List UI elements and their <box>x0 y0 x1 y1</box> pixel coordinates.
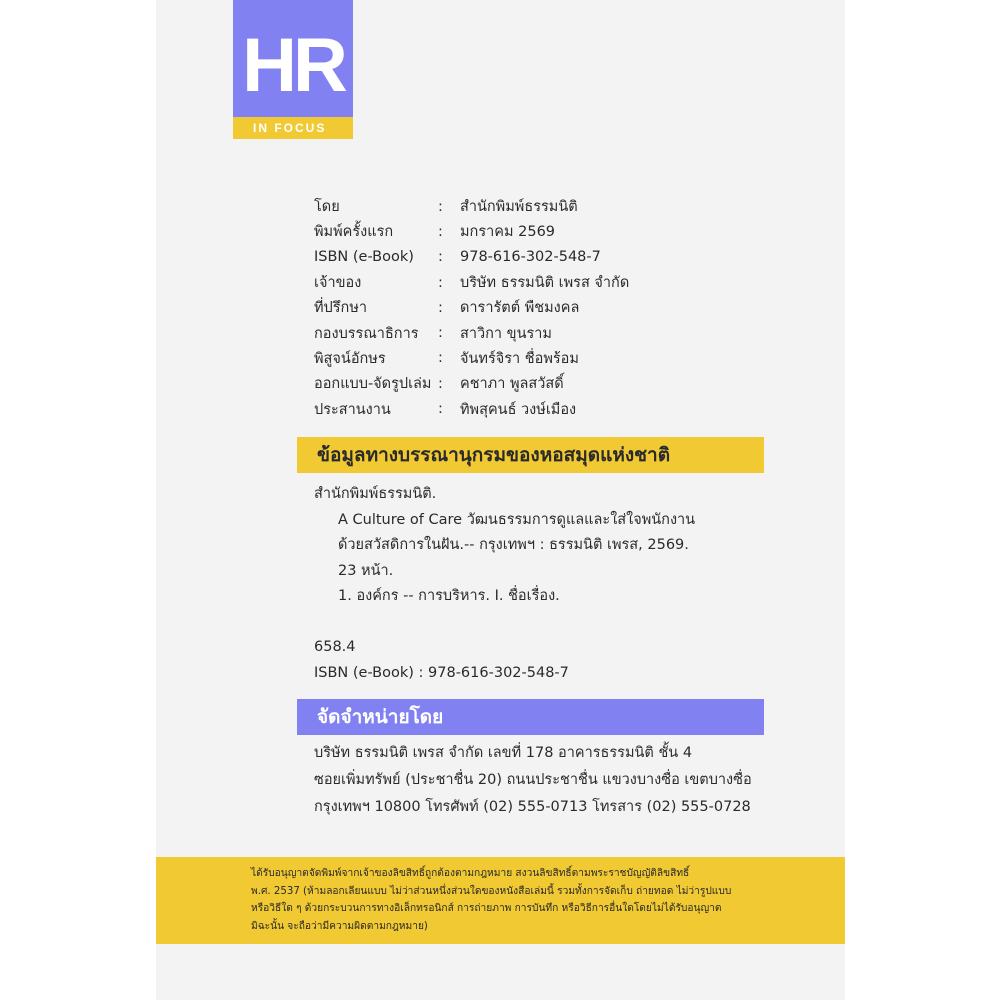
credit-value: 978-616-302-548-7 <box>460 249 601 266</box>
copyright-notice <box>156 857 845 944</box>
credit-label: ออกแบบ-จัดรูปเล่ม <box>314 376 432 393</box>
catalog-line: 23 หน้า. <box>338 562 394 579</box>
catalog-publisher: สำนักพิมพ์ธรรมนิติ. <box>314 486 437 502</box>
catalog-isbn: ISBN (e-Book) : 978-616-302-548-7 <box>314 664 569 681</box>
distribution-address <box>314 740 754 821</box>
credit-label: เจ้าของ <box>314 275 362 292</box>
copyright-line: มิฉะนั้น จะถือว่ามีความผิดตามกฎหมาย) <box>251 920 428 932</box>
credit-row <box>314 245 734 270</box>
credit-label: พิมพ์ครั้งแรก <box>314 224 394 241</box>
credit-colon: : <box>438 249 443 266</box>
credit-colon: : <box>438 401 443 418</box>
credit-colon: : <box>438 274 443 291</box>
logo-block <box>233 0 353 117</box>
credit-colon: : <box>438 299 443 316</box>
copyright-line: ได้รับอนุญาตจัดพิมพ์จากเจ้าของลิขสิทธิ์ถูกต้องตามกฎหมาย สงวนลิขสิทธิ์ตามพระราชบัญญัติลิขสิทธิ์ <box>251 868 690 879</box>
catalog-line: 1. องค์กร -- การบริหาร. I. ชื่อเรื่อง. <box>338 588 560 604</box>
credit-value: ทิพสุคนธ์ วงษ์เมือง <box>460 401 577 418</box>
credit-label: พิสูจน์อักษร <box>314 350 386 367</box>
credit-value: จันทร์จิรา ชื่อพร้อม <box>460 350 579 367</box>
credit-colon: : <box>438 325 443 342</box>
credit-value: สำนักพิมพ์ธรรมนิติ <box>460 199 578 216</box>
catalog-line: ด้วยสวัสดิการในฝัน.-- กรุงเทพฯ : ธรรมนิติ เพรส, 2569. <box>338 537 689 553</box>
distribution-line: ซอยเพิ่มทรัพย์ (ประชาชื่น 20) ถนนประชาชื่น แขวงบางซื่อ เขตบางซื่อ <box>314 772 752 788</box>
credit-row <box>314 295 734 320</box>
catalog-line: A Culture of Care วัฒนธรรมการดูแลและใส่ใจพนักงาน <box>338 511 696 528</box>
catalog-classification: 658.4 <box>314 639 356 655</box>
distribution-line: บริษัท ธรรมนิติ เพรส จำกัด เลขที่ 178 อาคารธรรมนิติ ชั้น 4 <box>314 745 693 761</box>
catalog-entry <box>314 482 754 686</box>
credit-label: ISBN (e-Book) <box>314 249 414 266</box>
distribution-line: กรุงเทพฯ 10800 โทรศัพท์ (02) 555-0713 โทรสาร (02) 555-0728 <box>314 799 751 815</box>
credits-list <box>314 194 734 422</box>
credit-colon: : <box>438 223 443 240</box>
credit-row <box>314 371 734 396</box>
credit-row <box>314 396 734 421</box>
credit-row <box>314 320 734 345</box>
credit-label: ประสานงาน <box>314 401 391 418</box>
hr-in-focus-logo <box>233 0 353 139</box>
credit-label: ที่ปรึกษา <box>314 300 368 317</box>
credit-value: บริษัท ธรรมนิติ เพรส จำกัด <box>460 275 630 292</box>
credit-row <box>314 194 734 219</box>
credit-label: กองบรรณาธิการ <box>314 325 419 342</box>
credit-colon: : <box>438 198 443 215</box>
catalog-spacer <box>314 610 754 636</box>
credit-row <box>314 346 734 371</box>
credit-colon: : <box>438 350 443 367</box>
catalog-section-heading: ข้อมูลทางบรรณานุกรมของหอสมุดแห่งชาติ <box>297 437 764 473</box>
credit-row <box>314 219 734 244</box>
credit-value: มกราคม 2569 <box>460 224 556 241</box>
distribution-section-heading: จัดจำหน่ายโดย <box>297 699 764 735</box>
credit-row <box>314 270 734 295</box>
logo-main-text: HR <box>242 23 344 108</box>
copyright-line: หรือวิธีใด ๆ ด้วยกระบวนการทางอิเล็กทรอนิกส์ การถ่ายภาพ การบันทึก หรือวิธีการอื่นใดโดยไม่ได้รับอนุญาต <box>251 903 722 914</box>
copyright-line: พ.ศ. 2537 (ห้ามลอกเลียนแบบ ไม่ว่าส่วนหนึ่งส่วนใดของหนังสือเล่มนี้ รวมทั้งการจัดเก็บ ถ่ายทอด ไม่ว่ารูปแบบ <box>251 885 732 897</box>
credit-colon: : <box>438 375 443 392</box>
credit-value: ดารารัตต์ พืชมงคล <box>460 300 580 317</box>
credit-value: คชาภา พูลสวัสดิ์ <box>460 376 564 393</box>
credit-value: สาวิกา ขุนราม <box>460 325 552 342</box>
logo-sub-text: IN FOCUS <box>233 117 353 139</box>
credit-label: โดย <box>314 199 340 216</box>
